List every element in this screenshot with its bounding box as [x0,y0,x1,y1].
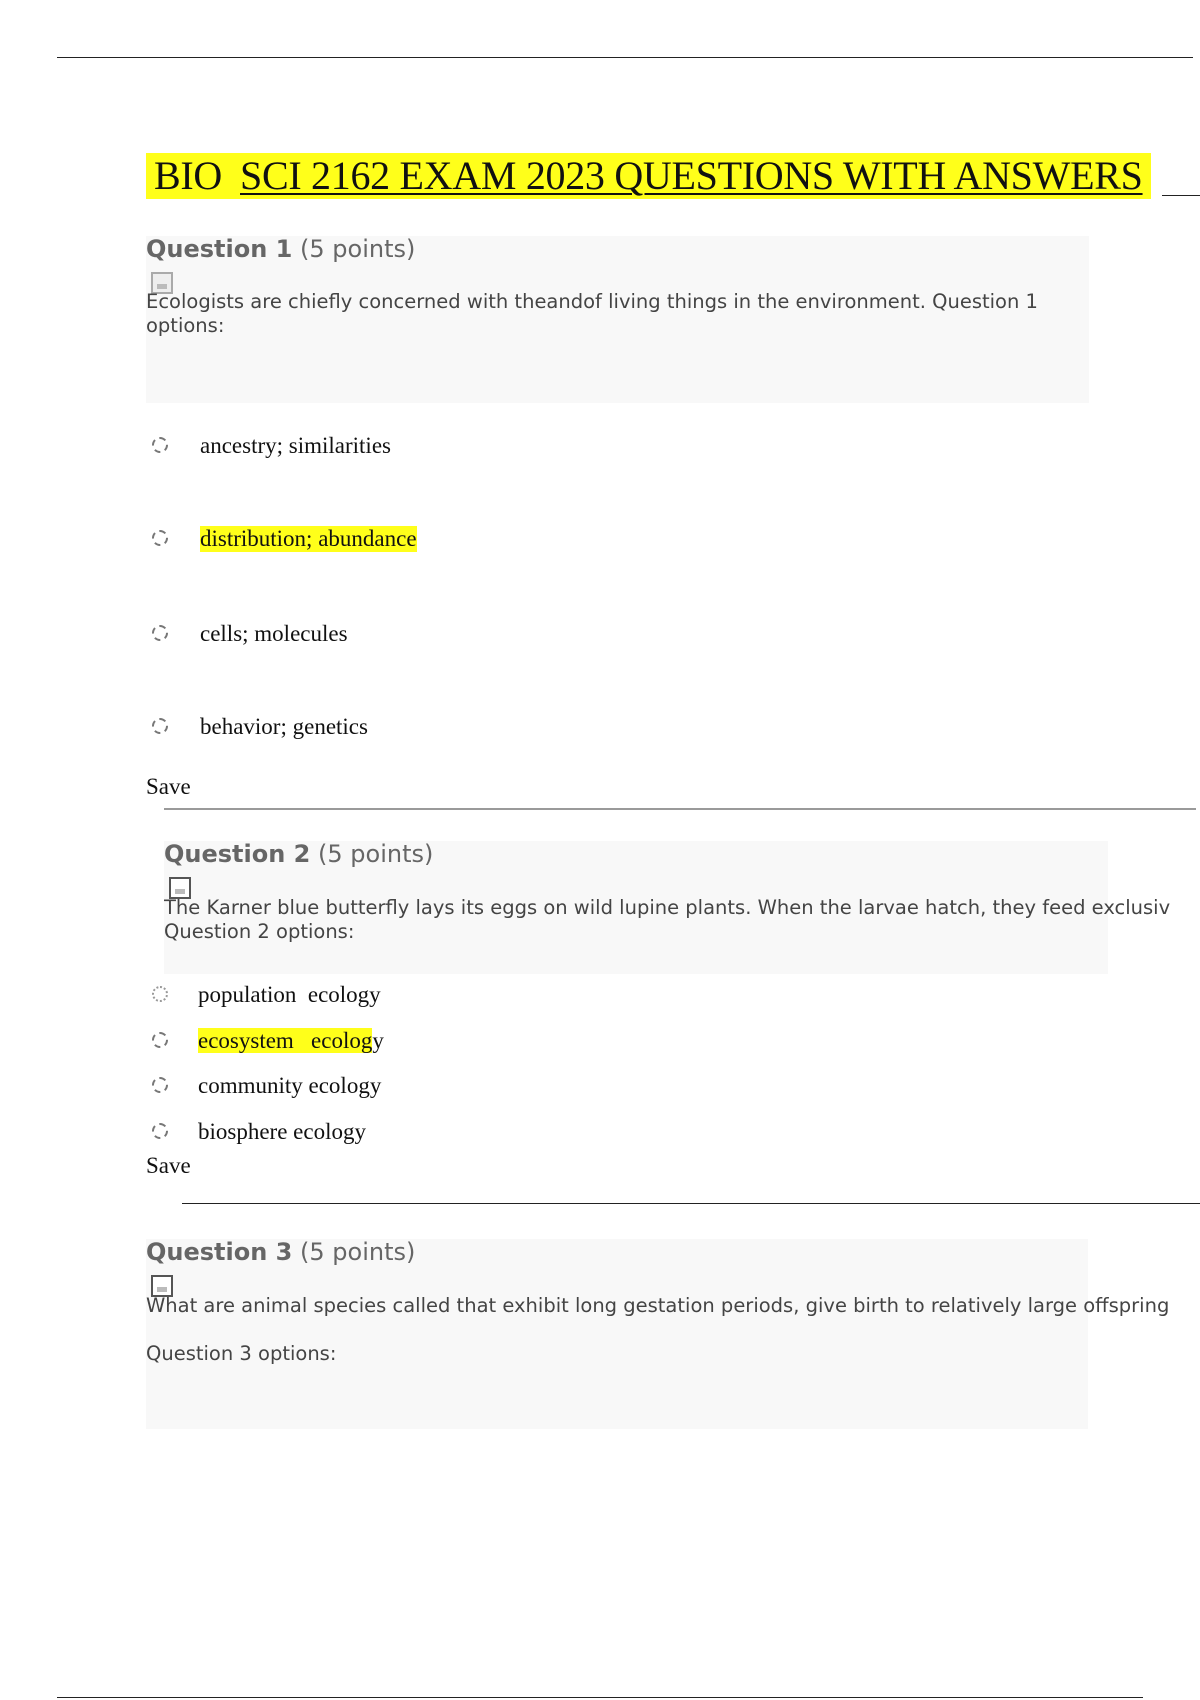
radio-button[interactable] [152,437,168,453]
option-label: behavior; genetics [200,714,368,739]
question-2-text-line-2: Question 2 options: [164,920,355,943]
question-2-option-1[interactable] [152,982,552,1012]
top-rule [57,57,1193,58]
option-label: population ecology [198,982,381,1007]
question-3-text-line-1: What are animal species called that exhibit long gestation periods, give birth to relatively large offspring [146,1294,1170,1317]
question-3-number: Question 3 [146,1238,293,1266]
question-2-divider [182,1203,1200,1204]
radio-button[interactable] [152,986,168,1002]
question-1-option-4[interactable] [152,714,552,744]
question-2-option-3[interactable] [152,1073,552,1103]
question-1-save-button[interactable]: Save [146,774,191,799]
radio-button[interactable] [152,1032,168,1048]
radio-button[interactable] [152,718,168,734]
question-2-text [164,896,1200,944]
option-label: biosphere ecology [198,1119,366,1144]
option-label: community ecology [198,1073,382,1098]
question-2-text-line-1: The Karner blue butterfly lays its eggs on wild lupine plants. When the larvae hatch, they feed exclusiv [164,896,1171,919]
question-1-header [146,235,415,263]
title-part-1: BIO [154,153,222,198]
option-label: ancestry; similarities [200,433,391,458]
question-1-text [146,290,1038,338]
question-1-points: (5 points) [300,235,416,263]
question-1-text-line-1: Ecologists are chiefly concerned with theandof living things in the environment. Question 1 [146,290,1038,313]
question-1-option-2[interactable] [152,526,552,556]
question-2-header [164,840,433,868]
option-label-rest: y [372,1028,384,1053]
option-label-highlighted: distribution; abundance [200,526,417,551]
question-1-option-3[interactable] [152,621,552,651]
title-underline-tail [1162,195,1200,196]
question-3-box [146,1239,1088,1429]
radio-button[interactable] [152,1123,168,1139]
option-label [198,1028,384,1054]
question-1-divider [164,808,1196,810]
question-3-text-line-2: Question 3 options: [146,1342,337,1365]
question-1-number: Question 1 [146,235,293,263]
question-1-option-1[interactable] [152,433,552,463]
option-label-highlighted: ecosystem ecolog [198,1028,373,1053]
question-1-text-line-2: options: [146,314,225,337]
radio-button[interactable] [152,625,168,641]
question-3-points: (5 points) [300,1238,416,1266]
document-title [146,153,1151,199]
question-2-save-button[interactable]: Save [146,1153,191,1178]
question-2-option-4[interactable] [152,1119,552,1149]
option-label: cells; molecules [200,621,348,646]
question-3-header [146,1238,415,1266]
question-2-number: Question 2 [164,840,311,868]
bottom-rule [57,1697,1143,1698]
radio-button[interactable] [152,530,168,546]
question-2-option-2[interactable] [152,1028,552,1058]
radio-button[interactable] [152,1077,168,1093]
title-part-2: SCI 2162 EXAM 2023 QUESTIONS WITH ANSWERS [240,153,1143,198]
question-2-points: (5 points) [318,840,434,868]
